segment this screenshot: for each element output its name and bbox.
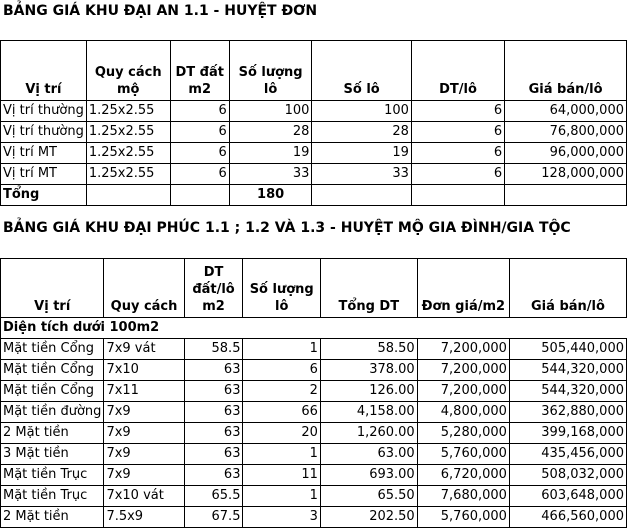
table-row [1, 101, 627, 122]
cell: 6 [411, 164, 504, 185]
header-don-gia: Đơn giá/m2 [417, 259, 509, 318]
cell: 7x9 [104, 402, 184, 423]
header-dt-dat: DT đất m2 [170, 41, 229, 101]
cell: Mặt tiền Cổng [1, 339, 104, 360]
cell: Mặt tiền Cổng [1, 360, 104, 381]
cell: 3 Mặt tiền [1, 444, 104, 465]
total-row [1, 185, 627, 206]
header-quy-cach: Quy cách [104, 259, 184, 318]
table1-header-row [1, 41, 627, 101]
cell [411, 185, 504, 206]
cell: 6 [411, 143, 504, 164]
cell: 7x11 [104, 381, 184, 402]
cell: 7,200,000 [417, 381, 509, 402]
section-label: Diện tích dưới 100m2 [1, 318, 627, 339]
cell: 63 [184, 381, 243, 402]
table-row [1, 402, 627, 423]
table-row [1, 339, 627, 360]
table2-header-row [1, 259, 627, 318]
header-dt-lo: DT/lô [411, 41, 504, 101]
header-so-luong-lo: Số lượng lô [229, 41, 312, 101]
table-row [1, 423, 627, 444]
cell: 1 [243, 444, 320, 465]
cell: 693.00 [320, 465, 417, 486]
header-vi-tri: Vị trí [1, 41, 87, 101]
cell: 63 [184, 423, 243, 444]
cell: 1.25x2.55 [86, 164, 170, 185]
cell: 1 [243, 486, 320, 507]
table-row [1, 360, 627, 381]
cell: Mặt tiền Cổng [1, 381, 104, 402]
cell: 7,200,000 [417, 339, 509, 360]
cell: Vị trí thường [1, 122, 87, 143]
cell: 4,800,000 [417, 402, 509, 423]
table-row [1, 444, 627, 465]
table2-title: BẢNG GIÁ KHU ĐẠI PHÚC 1.1 ; 1.2 VÀ 1.3 - HUYỆT MỘ GIA ĐÌNH/GIA TỘC [3, 220, 571, 236]
table-row [1, 143, 627, 164]
cell: 7x10 [104, 360, 184, 381]
cell: 2 [243, 381, 320, 402]
cell: Mặt tiền Trục [1, 465, 104, 486]
cell: 6 [411, 122, 504, 143]
cell: 1.25x2.55 [86, 101, 170, 122]
cell: 6 [243, 360, 320, 381]
cell: 2 Mặt tiền [1, 507, 104, 528]
table1 [0, 40, 627, 206]
table-row [1, 465, 627, 486]
cell: 508,032,000 [509, 465, 626, 486]
header-so-luong-lo: Số lượng lô [243, 259, 320, 318]
cell: 1.25x2.55 [86, 143, 170, 164]
cell: 544,320,000 [509, 381, 626, 402]
cell: 466,560,000 [509, 507, 626, 528]
section-row [1, 318, 627, 339]
cell: 6 [170, 122, 229, 143]
cell: 19 [229, 143, 312, 164]
header-vi-tri: Vị trí [1, 259, 104, 318]
header-gia-ban: Giá bán/lô [509, 259, 626, 318]
cell: 63 [184, 465, 243, 486]
cell: Vị trí MT [1, 143, 87, 164]
header-dt-dat-lo: DT đất/lô m2 [184, 259, 243, 318]
cell: 202.50 [320, 507, 417, 528]
cell: 7,200,000 [417, 360, 509, 381]
cell: 76,800,000 [505, 122, 627, 143]
cell: 66 [243, 402, 320, 423]
cell: 63 [184, 360, 243, 381]
cell: 1 [243, 339, 320, 360]
cell: 544,320,000 [509, 360, 626, 381]
header-tong-dt: Tổng DT [320, 259, 417, 318]
cell: 399,168,000 [509, 423, 626, 444]
cell: 7x10 vát [104, 486, 184, 507]
table-row [1, 122, 627, 143]
table1-title: BẢNG GIÁ KHU ĐẠI AN 1.1 - HUYỆT ĐƠN [3, 3, 318, 19]
cell: 6 [170, 101, 229, 122]
cell: 7.5x9 [104, 507, 184, 528]
cell [505, 185, 627, 206]
table-row [1, 164, 627, 185]
cell: 67.5 [184, 507, 243, 528]
header-gia-ban: Giá bán/lô [505, 41, 627, 101]
table2 [0, 258, 627, 528]
cell: 28 [229, 122, 312, 143]
cell: 7x9 [104, 465, 184, 486]
cell: 3 [243, 507, 320, 528]
cell: 128,000,000 [505, 164, 627, 185]
table-row [1, 381, 627, 402]
cell: 603,648,000 [509, 486, 626, 507]
cell: 33 [312, 164, 411, 185]
cell: 5,760,000 [417, 444, 509, 465]
cell: 7,680,000 [417, 486, 509, 507]
cell: 6,720,000 [417, 465, 509, 486]
cell: 4,158.00 [320, 402, 417, 423]
cell: 63 [184, 402, 243, 423]
cell: 2 Mặt tiền [1, 423, 104, 444]
cell: 28 [312, 122, 411, 143]
cell [170, 185, 229, 206]
cell: 362,880,000 [509, 402, 626, 423]
cell: 7x9 [104, 423, 184, 444]
cell: Mặt tiền Trục [1, 486, 104, 507]
cell: 64,000,000 [505, 101, 627, 122]
cell: Vị trí thường [1, 101, 87, 122]
cell: 6 [411, 101, 504, 122]
total-value: 180 [229, 185, 312, 206]
cell: 435,456,000 [509, 444, 626, 465]
cell: 65.5 [184, 486, 243, 507]
cell: 33 [229, 164, 312, 185]
table-row [1, 486, 627, 507]
cell: 1,260.00 [320, 423, 417, 444]
cell: 505,440,000 [509, 339, 626, 360]
cell [86, 185, 170, 206]
cell: 100 [229, 101, 312, 122]
cell: 1.25x2.55 [86, 122, 170, 143]
cell: 58.50 [320, 339, 417, 360]
header-quy-cach: Quy cách mộ [86, 41, 170, 101]
cell: 65.50 [320, 486, 417, 507]
cell: 100 [312, 101, 411, 122]
cell: 126.00 [320, 381, 417, 402]
header-so-lo: Số lô [312, 41, 411, 101]
cell: 11 [243, 465, 320, 486]
cell: 7x9 [104, 444, 184, 465]
cell: 19 [312, 143, 411, 164]
total-label: Tổng [1, 185, 87, 206]
cell: 378.00 [320, 360, 417, 381]
cell: Vị trí MT [1, 164, 87, 185]
cell: 6 [170, 143, 229, 164]
cell: 7x9 vát [104, 339, 184, 360]
cell: 5,760,000 [417, 507, 509, 528]
cell: Mặt tiền đường [1, 402, 104, 423]
cell: 6 [170, 164, 229, 185]
cell: 5,280,000 [417, 423, 509, 444]
cell: 63 [184, 444, 243, 465]
cell: 63.00 [320, 444, 417, 465]
cell: 96,000,000 [505, 143, 627, 164]
cell: 20 [243, 423, 320, 444]
cell: 58.5 [184, 339, 243, 360]
cell [312, 185, 411, 206]
